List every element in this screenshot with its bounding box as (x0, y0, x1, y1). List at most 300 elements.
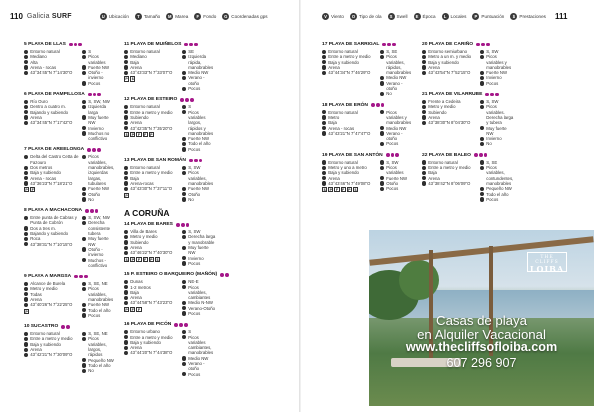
wave-row (182, 170, 216, 186)
fact-row-text: 43°36'23"N 7°18'21"O (30, 180, 73, 186)
rating-dots (69, 43, 83, 47)
wave-row-text: Todo el año (188, 141, 211, 147)
fact-row (24, 154, 82, 165)
wave-row (480, 81, 514, 86)
fact-row-text: Arena (130, 245, 142, 251)
wave-row-text: Medio NW (386, 75, 407, 81)
spot-title (124, 158, 216, 163)
wave-row (480, 54, 514, 70)
spot-entry[interactable] (24, 42, 116, 86)
spot-entry[interactable] (24, 324, 116, 373)
spot-facts (24, 215, 82, 268)
bullet-icon (124, 65, 128, 69)
rating-dots (85, 209, 99, 213)
bullet-icon (82, 363, 86, 367)
bullet-icon (182, 137, 186, 141)
left-columns (24, 42, 224, 383)
rating-dot (371, 103, 375, 107)
fact-row-text: 43°40'26"N 7°22'25"O (30, 302, 73, 308)
fact-row-text: Baja y subiendo (30, 170, 61, 176)
fact-row-text: 43°43'46"N 7°49'08"O (328, 180, 371, 186)
rating-dot (74, 43, 78, 47)
spot-title-text: 6 PLAYA DE PAMPILLOSA (24, 92, 85, 98)
wave-row-text: Pequeño NW (486, 186, 512, 192)
rating-dot (87, 148, 91, 152)
bullet-icon (24, 297, 28, 301)
bullet-icon (24, 332, 28, 336)
spot-facts (322, 160, 380, 193)
bullet-icon (124, 115, 128, 119)
bullet-icon (480, 126, 484, 130)
spot-details (24, 215, 116, 268)
rating-dot (66, 325, 70, 329)
fact-row-text: 43°42'21"N 7°30'09"O (30, 352, 73, 358)
right-page (300, 0, 600, 412)
bullet-icon (24, 303, 28, 307)
amenity-icon: P (150, 132, 153, 137)
amenity-icons (24, 309, 82, 314)
spot-wave-info (182, 104, 216, 152)
bullet-icon (124, 246, 128, 250)
bullet-icon (182, 171, 186, 175)
rating-dot (484, 153, 488, 157)
wave-row (82, 54, 116, 65)
wave-row-text: Picos variables cambiantes, manobrables (188, 334, 214, 356)
fact-row-text: Baja y subiendo (328, 170, 359, 176)
spot-details (322, 160, 414, 193)
wave-row-text: Picos variables, manobrables (188, 170, 214, 186)
rating-dot (474, 153, 478, 157)
fact-row-text: 43°34'45"N 7°17'42"O (30, 120, 73, 126)
brand-galicia: Galicia (26, 12, 50, 20)
fact-row-text: 43°34'45"N 7°14'30"O (30, 70, 73, 76)
bullet-icon (182, 362, 186, 366)
wave-row (380, 186, 414, 191)
bullet-icon (182, 356, 186, 360)
amenity-icon: P (150, 257, 153, 262)
bullet-icon (82, 332, 86, 336)
fact-row (422, 120, 480, 125)
bullet-icon (24, 232, 28, 236)
spot-details (124, 165, 216, 202)
bullet-icon (124, 60, 128, 64)
rating-dot (176, 223, 180, 227)
amenity-icons (124, 132, 182, 137)
bullet-icon (82, 358, 86, 362)
bullet-icon (380, 55, 384, 59)
bullet-icon (82, 247, 86, 251)
fact-row-text: Metro y medio (30, 286, 58, 292)
wave-row-text: Pequeño NW (88, 357, 114, 363)
wave-row-text: Pocos (386, 141, 399, 147)
bullet-icon (82, 65, 86, 69)
bullet-icon (322, 71, 326, 75)
spot-facts (124, 329, 182, 377)
wave-row (380, 141, 414, 146)
fact-row (322, 70, 380, 75)
fact-row-text: Delta del Castro Cetta de Fazouro (30, 154, 79, 165)
rating-dot (395, 153, 399, 157)
bullet-icon (82, 221, 86, 225)
rating-dot (392, 43, 396, 47)
rating-dot (92, 148, 96, 152)
ad-line1: Casas de playa (436, 313, 527, 328)
fact-row-text: Entorno urbano (130, 329, 160, 335)
wave-row (182, 261, 216, 266)
bullet-icon (322, 171, 326, 175)
wave-row-text: S, SE, NE (88, 331, 108, 337)
fact-row-text: Metro y medio (130, 234, 158, 240)
spot-entry[interactable] (124, 97, 216, 152)
bullet-icon (24, 348, 28, 352)
fact-row (24, 120, 82, 125)
legend-item (194, 13, 216, 20)
legend-item (472, 13, 504, 20)
fact-row-text: 43°38'31"N 7°10'15"O (30, 241, 73, 247)
wave-row-text: Fuerte NW (88, 302, 110, 308)
legend-item (350, 13, 382, 20)
bullet-icon (124, 301, 128, 305)
fact-row-text: Arena (30, 296, 42, 302)
fact-row-text: Arena (130, 345, 142, 351)
spot-entry[interactable] (24, 208, 116, 268)
amenity-icon: F (137, 257, 141, 262)
spot-entry[interactable] (24, 274, 116, 318)
section-title: A CORUÑA (124, 208, 170, 219)
wave-row-text: Invierno (188, 255, 204, 261)
wave-row-text: Verano-Otoño (188, 305, 216, 311)
fact-row-text: Bajando y subiendo (30, 231, 69, 237)
spot-wave-info (380, 110, 414, 147)
spot-entry[interactable] (124, 42, 216, 91)
spot-entry[interactable] (124, 158, 216, 202)
spot-wave-info (82, 331, 116, 373)
amenity-icon: $ (125, 132, 128, 137)
fact-row-text: Entre a metro y medio (30, 336, 73, 342)
rating-dot (189, 43, 193, 47)
fact-row (124, 186, 182, 191)
legend-item (388, 13, 408, 20)
amenity-icon: F (137, 132, 141, 137)
fact-row (24, 302, 82, 307)
spot-entry[interactable] (322, 42, 414, 97)
ad-logo (527, 252, 567, 272)
bullet-icon (322, 121, 326, 125)
spot-entry[interactable] (422, 42, 514, 86)
fact-row-text: Baja (130, 59, 139, 65)
rating-dot (74, 275, 78, 279)
legend-label: Locales (450, 13, 467, 19)
fact-row (322, 181, 380, 186)
wave-row-text: Picos variables y manobrables (386, 109, 412, 126)
spot-title-text: 12 PLAYA DE ESTEIRO (124, 97, 178, 103)
left-page-header (10, 9, 274, 23)
bullet-icon (480, 50, 484, 54)
fact-row (24, 352, 82, 357)
amenity-icon: P (131, 132, 134, 137)
legend-icon: U (101, 13, 105, 19)
bullet-icon (182, 76, 186, 80)
amenity-icon: $ (323, 188, 326, 193)
fact-row-text: 43°43'33"N 7°33'07"O (130, 70, 173, 76)
rating-dot (479, 153, 483, 157)
fact-row-text: Arena (130, 120, 142, 126)
wave-row-text: Pocos (188, 371, 201, 377)
bullet-icon (24, 242, 28, 246)
ad-phone[interactable]: 607 296 907 (446, 356, 517, 370)
bullet-icon (422, 71, 426, 75)
spot-title (422, 92, 514, 97)
wave-row-text: Pocos (486, 196, 499, 202)
bullet-icon (380, 187, 384, 191)
spot-title-text: 14 PLAYA DE BARES (124, 222, 173, 228)
fact-row-text: Baja y subiendo (130, 339, 161, 345)
bullet-icon (24, 353, 28, 357)
bullet-icon (182, 87, 186, 91)
wave-row-text: S, SE (486, 159, 498, 165)
wave-row (82, 286, 116, 302)
wave-row-text: S (188, 329, 192, 335)
spot-facts (24, 49, 82, 86)
rating-dot (93, 93, 97, 97)
spot-title-text: 16 PLAYA DE PICÓN (124, 322, 172, 328)
bullet-icon (380, 81, 384, 85)
amenity-icon: F (31, 188, 34, 193)
spot-details (124, 279, 216, 316)
spot-facts (124, 229, 182, 266)
bullet-icon (182, 197, 186, 201)
spot-details (422, 99, 514, 147)
wave-row-text: Medio NW (188, 70, 209, 76)
wave-row (82, 236, 116, 247)
rating-dot (78, 43, 82, 47)
bullet-icon (480, 81, 484, 85)
wave-row-text: NE-E (188, 279, 199, 285)
fact-row-text: Dos metros (30, 165, 53, 171)
bullet-icon (82, 282, 86, 286)
rating-dots (476, 43, 490, 47)
spot-facts (124, 49, 182, 91)
wave-row (82, 81, 116, 86)
spot-entry[interactable] (124, 272, 216, 316)
fact-row-text: Entre punta de Cabras y Punta de Cobrón (30, 215, 77, 226)
wave-row (182, 54, 216, 70)
legend-icon: G (224, 13, 228, 19)
rating-dot (386, 153, 390, 157)
spot-entry[interactable] (422, 92, 514, 147)
wave-row (480, 165, 514, 186)
legend-label: Tipo de ola (358, 13, 382, 19)
spot-title-text: 15 P. ESTEIRO O BARQUEIRO (MAÑÓN) (124, 272, 218, 278)
fact-row-text: Todas (30, 291, 42, 297)
spot-entry[interactable] (322, 103, 414, 147)
fact-row-text: Entorno natural (328, 49, 358, 54)
fact-row (124, 300, 182, 305)
spot-entry[interactable] (24, 147, 116, 202)
bullet-icon (422, 100, 426, 104)
wave-row (380, 54, 414, 75)
wave-row (82, 131, 116, 142)
bullet-icon (422, 60, 426, 64)
wave-row-text: Muchos no conflictivo (88, 130, 110, 142)
bullet-icon (24, 166, 28, 170)
bullet-icon (182, 256, 186, 260)
bullet-icon (124, 171, 128, 175)
fact-row-text: Entorno natural (130, 104, 160, 110)
rating-dot (61, 325, 65, 329)
spot-wave-info (480, 49, 514, 86)
spot-title (24, 42, 116, 47)
fact-row-text: 43°44'58"N 7°43'23"O (130, 300, 173, 306)
spot-entry[interactable] (124, 322, 216, 377)
spot-details (24, 99, 116, 141)
amenity-icons (24, 187, 82, 192)
wave-row-text: Otoño - invierno (88, 70, 104, 81)
spot-wave-info (82, 49, 116, 86)
spot-entry[interactable] (322, 153, 414, 193)
rating-dot (387, 43, 391, 47)
wave-row-text: No (88, 196, 94, 202)
rating-dots (184, 43, 198, 47)
bullet-icon (24, 181, 28, 185)
fact-row-text: Baja (428, 170, 437, 176)
spot-details (24, 154, 116, 202)
advertisement[interactable] (369, 230, 594, 406)
amenity-icon: $ (131, 77, 134, 82)
rating-dot (194, 43, 198, 47)
rating-dot (476, 43, 480, 47)
bullet-icon (422, 121, 426, 125)
wave-row-text: Izquierda rápida, manobrables (188, 54, 214, 70)
wave-row (182, 285, 216, 301)
bullet-icon (182, 110, 186, 114)
bullet-icon (24, 342, 28, 346)
spot-title (322, 153, 414, 158)
bullet-icon (422, 50, 426, 54)
legend-item (322, 13, 344, 20)
spot-wave-info (380, 160, 414, 193)
rating-dot (376, 103, 380, 107)
bullet-icon (82, 197, 86, 201)
wave-row-text: Todo el año (486, 191, 509, 197)
rating-dot (180, 98, 184, 102)
fact-row-text: 43°43'54"N 7°52'15"O (428, 70, 471, 76)
bullet-icon (380, 92, 384, 96)
wave-row-text: Invierno (486, 75, 502, 81)
rating-dot (90, 209, 94, 213)
spot-facts (422, 160, 480, 202)
spot-title (422, 42, 514, 47)
wave-row (182, 110, 216, 136)
fact-row-text: Baja y subiendo (30, 341, 61, 347)
fact-row-text: Baja (130, 289, 139, 295)
wave-row-text: Fuerte NW (486, 70, 508, 76)
rating-dot (189, 159, 193, 163)
bullet-icon (480, 76, 484, 80)
rating-dot (84, 275, 88, 279)
spot-facts (24, 281, 82, 318)
wave-row-text: Invierno (486, 136, 502, 142)
ad-headline (375, 314, 588, 342)
wave-row-text: Otoño (386, 180, 399, 186)
fact-row-text: 43°38'30"N 8°04'30"O (428, 120, 471, 126)
spot-title (422, 153, 514, 158)
bullet-icon (124, 240, 128, 244)
wave-row (182, 335, 216, 356)
wave-row-text: Muchos - conflictivo (88, 257, 108, 268)
ad-url[interactable]: www.thecliffsofloiba.com (405, 340, 558, 354)
wave-row-text: Izquierda larga (88, 104, 106, 115)
spot-entry[interactable] (24, 92, 116, 141)
bullet-icon (182, 280, 186, 284)
bullet-icon (24, 337, 28, 341)
rating-dots (74, 275, 88, 279)
spot-details (422, 160, 514, 202)
spot-entry[interactable] (422, 153, 514, 202)
bullet-icon (182, 335, 186, 339)
ad-line2: en Alquiler Vacacional (417, 327, 546, 342)
bullet-icon (82, 216, 86, 220)
bullet-icon (422, 181, 426, 185)
amenity-icon: $ (125, 257, 128, 262)
rating-dot (490, 93, 494, 97)
wave-row-text: Todo el año (88, 307, 111, 313)
rating-dots (382, 43, 396, 47)
fact-row-text: Dunas (130, 279, 143, 285)
bullet-icon (182, 311, 186, 315)
spot-wave-info (380, 49, 414, 97)
bullet-icon (182, 285, 186, 289)
legend-item (414, 13, 436, 20)
fact-row-text: Entre a metro y medio (130, 334, 173, 340)
bullet-icon (82, 50, 86, 54)
fact-row-text: Entorno natural (328, 109, 358, 115)
bullet-icon (82, 115, 86, 119)
fact-row (322, 131, 380, 136)
bullet-icon (82, 155, 86, 159)
spot-title-text: 10 SUCASTRO (24, 324, 59, 330)
legend-label: Época (422, 13, 436, 19)
wave-row-text: Pocos (486, 80, 499, 86)
bullet-icon (322, 160, 326, 164)
spot-title (322, 103, 414, 108)
wave-row-text: S, SE (386, 49, 398, 54)
spot-facts (322, 110, 380, 147)
spot-entry[interactable] (124, 222, 216, 266)
spot-details (24, 281, 116, 318)
wave-row-text: Todo el año (88, 362, 111, 368)
wave-row-text: Picos variables, cambiantes (188, 284, 211, 301)
bullet-icon (182, 261, 186, 265)
page-number-left: 110 (10, 11, 23, 21)
bullet-icon (182, 330, 186, 334)
bullet-icon (124, 346, 128, 350)
fact-row-text: Entre a metro y medio (328, 54, 371, 60)
bullet-icon (124, 290, 128, 294)
spot-wave-info (82, 154, 116, 202)
spot-title (322, 42, 414, 47)
wave-row-text: Verano - otoño (188, 361, 205, 372)
legend-label: Ubicación (108, 13, 129, 19)
wave-row-text: Fuerte NW (188, 186, 210, 192)
wave-row-text: Picos variables, largos, rápidos (88, 336, 107, 358)
bullet-icon (322, 115, 326, 119)
spot-wave-info (182, 165, 216, 202)
legend-label: Coordenadas gps (231, 13, 268, 19)
legend-item (442, 13, 467, 20)
bullet-icon (24, 171, 28, 175)
bullet-icon (182, 187, 186, 191)
